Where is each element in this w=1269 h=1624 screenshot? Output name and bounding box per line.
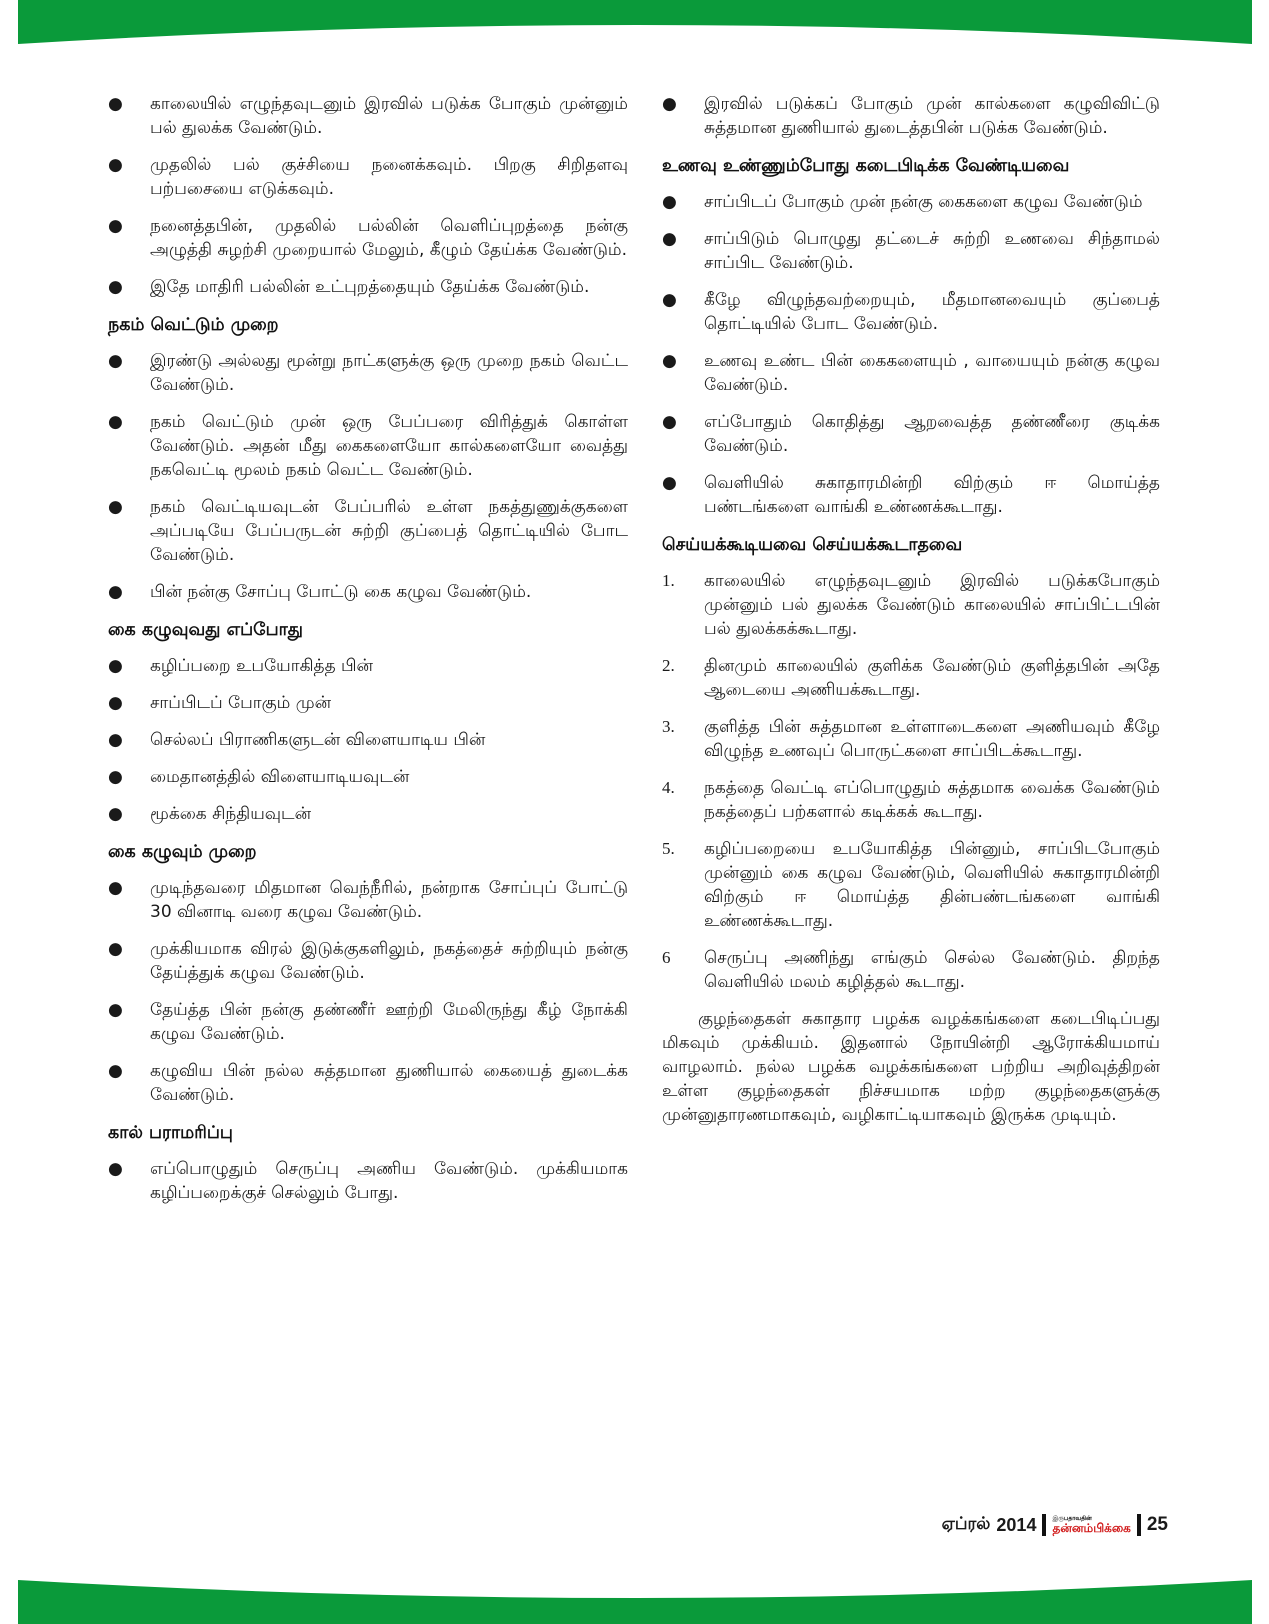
bullet-icon: ● — [108, 351, 123, 371]
bullet-icon: ● — [108, 582, 123, 602]
item-number: 1. — [662, 571, 675, 590]
bullet-icon: ● — [662, 412, 677, 432]
list-item: ● கீழே விழுந்தவற்றையும், மீதமானவையும் குப்பைத் தொட்டியில் போட வேண்டும். — [662, 290, 1160, 334]
bullet-icon: ● — [108, 94, 123, 114]
bullet-icon: ● — [108, 656, 123, 676]
list-item: ● நகம் வெட்டியவுடன் பேப்பரில் உள்ள நகத்துணுக்குகளை அப்படியே பேப்பருடன் சுற்றி குப்பைத் தொட்டியில் போட வேண்டும். — [108, 497, 628, 565]
bullet-icon: ● — [108, 155, 123, 175]
list-item: ● கழுவிய பின் நல்ல சுத்தமான துணியால் கையைத் துடைக்க வேண்டும். — [108, 1061, 628, 1105]
item-number: 2. — [662, 656, 675, 675]
bullet-icon: ● — [662, 290, 677, 310]
list-item: ● எப்போதும் கொதித்து ஆறவைத்த தண்ணீரை குடிக்க வேண்டும். — [662, 412, 1160, 456]
bullet-icon: ● — [108, 412, 123, 432]
item-number: 4. — [662, 778, 675, 797]
how-to-wash-heading: கை கழுவும் முறை — [108, 842, 257, 862]
list-item: ● இதே மாதிரி பல்லின் உட்புறத்தையும் தேய்க்க வேண்டும். — [108, 277, 590, 297]
when-to-wash-heading: கை கழுவுவது எப்போது — [108, 620, 303, 640]
list-item: ● பின் நன்கு சோப்பு போட்டு கை கழுவ வேண்டும். — [108, 582, 532, 602]
magazine-logo — [1052, 1515, 1130, 1535]
bullet-icon: ● — [108, 878, 123, 898]
list-item: ● இரண்டு அல்லது மூன்று நாட்களுக்கு ஒரு முறை நகம் வெட்ட வேண்டும். — [108, 351, 628, 395]
bullet-icon: ● — [108, 804, 123, 824]
food-habits-list — [662, 190, 1160, 519]
bullet-icon: ● — [662, 94, 677, 114]
page-number: 25 — [1146, 1514, 1168, 1535]
list-item: ● நகம் வெட்டும் முன் ஒரு பேப்பரை விரித்துக் கொள்ள வேண்டும். அதன் மீது கைகளையோ கால்களையோ வைத்து நகவெட்டி மூலம் நகம் வெட்ட வேண்டும். — [108, 412, 628, 480]
list-item: ● சாப்பிடப் போகும் முன் நன்கு கைகளை கழுவ வேண்டும் — [662, 192, 1143, 212]
list-item: 4. நகத்தை வெட்டி எப்பொழுதும் சுத்தமாக வைக்க வேண்டும் நகத்தைப் பற்களால் கடிக்கக் கூடாது. — [662, 778, 1160, 822]
when-to-wash-list — [108, 654, 628, 826]
item-number: 6 — [662, 948, 671, 967]
issue-year: 2014 — [996, 1514, 1037, 1535]
list-item: ● நனைத்தபின், முதலில் பல்லின் வெளிப்புறத்தை நன்கு அழுத்தி சுழற்சி முறையால் மேலும், கீழும் தேய்க்க வேண்டும். — [108, 216, 628, 260]
left-column — [108, 92, 628, 1218]
bullet-icon: ● — [108, 1061, 123, 1081]
list-item: ● மைதானத்தில் விளையாடியவுடன் — [108, 767, 410, 787]
list-item: ● காலையில் எழுந்தவுடனும் இரவில் படுக்க போகும் முன்னும் பல் துலக்க வேண்டும். — [108, 94, 628, 138]
top-green-band — [0, 0, 1269, 48]
list-item: 5. கழிப்பறையை உபயோகித்த பின்னும், சாப்பிடபோகும் முன்னும் கை கழுவ வேண்டும், வெளியில் சுகாதாரமின்றி விற்கும் ஈ மொய்த்த தின்பண்டங்களை வாங்கி உண்ணக்கூடாது. — [662, 839, 1160, 931]
magazine-logo-name: தன்னம்பிக்கை — [1052, 1521, 1131, 1535]
list-item: ● முக்கியமாக விரல் இடுக்குகளிலும், நகத்தைச் சுற்றியும் நன்கு தேய்த்துக் கழுவ வேண்டும். — [108, 939, 628, 983]
dos-and-donts-heading: செய்யக்கூடியவை செய்யக்கூடாதவை — [662, 535, 963, 555]
list-item: ● தேய்த்த பின் நன்கு தண்ணீர் ஊற்றி மேலிருந்து கீழ் நோக்கி கழுவ வேண்டும். — [108, 1000, 628, 1044]
how-to-wash-list — [108, 876, 628, 1107]
bullet-icon: ● — [662, 351, 677, 371]
bullet-icon: ● — [108, 939, 123, 959]
page-footer — [888, 1510, 1168, 1540]
feet-wash-list — [662, 92, 1160, 140]
list-item: ● சாப்பிடப் போகும் முன் — [108, 693, 332, 713]
footer-divider — [1137, 1514, 1141, 1536]
bullet-icon: ● — [108, 497, 123, 517]
brushing-list — [108, 92, 628, 299]
list-item: ● முடிந்தவரை மிதமான வெந்நீரில், நன்றாக சோப்புப் போட்டு 30 வினாடி வரை கழுவ வேண்டும். — [108, 878, 628, 922]
nail-cutting-list — [108, 349, 628, 604]
list-item: 3. குளித்த பின் சுத்தமான உள்ளாடைகளை அணியவும் கீழே விழுந்த உணவுப் பொருட்களை சாப்பிடக்கூடாது. — [662, 717, 1160, 761]
food-habits-heading: உணவு உண்ணும்போது கடைபிடிக்க வேண்டியவை — [662, 156, 1070, 176]
bullet-icon: ● — [108, 730, 123, 750]
nail-cutting-heading: நகம் வெட்டும் முறை — [108, 315, 279, 335]
list-item: ● மூக்கை சிந்தியவுடன் — [108, 804, 312, 824]
bullet-icon: ● — [662, 192, 677, 212]
bullet-icon: ● — [662, 473, 677, 493]
item-number: 5. — [662, 839, 675, 858]
issue-month: ஏப்ரல் — [941, 1514, 991, 1534]
list-item: ● செல்லப் பிராணிகளுடன் விளையாடிய பின் — [108, 730, 486, 750]
list-item: ● இரவில் படுக்கப் போகும் முன் கால்களை கழுவிவிட்டு சுத்தமான துணியால் துடைத்தபின் படுக்க வேண்டும். — [662, 94, 1160, 138]
list-item: ● சாப்பிடும் பொழுது தட்டைச் சுற்றி உணவை சிந்தாமல் சாப்பிட வேண்டும். — [662, 229, 1160, 273]
list-item: 1. காலையில் எழுந்தவுடனும் இரவில் படுக்கபோகும் முன்னும் பல் துலக்க வேண்டும் காலையில் சாப்பிட்டபின் பல் துலக்கக்கூடாது. — [662, 571, 1160, 639]
foot-care-heading: கால் பராமரிப்பு — [108, 1123, 233, 1143]
bullet-icon: ● — [662, 229, 677, 249]
list-item: ● முதலில் பல் குச்சியை நனைக்கவும். பிறகு சிறிதளவு பற்பசையை எடுக்கவும். — [108, 155, 628, 199]
list-item: ● எப்பொழுதும் செருப்பு அணிய வேண்டும். முக்கியமாக கழிப்பறைக்குச் செல்லும் போது. — [108, 1159, 628, 1203]
bullet-icon: ● — [108, 1000, 123, 1020]
magazine-logo-small: இருபதாவதின் — [1052, 1515, 1092, 1522]
bullet-icon: ● — [108, 277, 123, 297]
bottom-green-band — [0, 1576, 1269, 1624]
item-number: 3. — [662, 717, 675, 736]
closing-paragraph: குழந்தைகள் சுகாதார பழக்க வழக்கங்களை கடைபிடிப்பது மிகவும் முக்கியம். இதனால் நோயின்றி ஆரோக்கியமாய் வாழலாம். நல்ல பழக்க வழக்கங்களை பற்றிய அறிவுத்திறன் உள்ள குழந்தைகள் நிச்சயமாக மற்ற குழந்தைகளுக்கு முன்னுதாரணமாகவும், வழிகாட்டியாகவும் இருக்க முடியும். — [662, 1009, 1160, 1125]
list-item: 6 செருப்பு அணிந்து எங்கும் செல்ல வேண்டும். திறந்த வெளியில் மலம் கழித்தல் கூடாது. — [662, 948, 1160, 992]
list-item: ● கழிப்பறை உபயோகித்த பின் — [108, 656, 374, 676]
dos-and-donts-list — [662, 569, 1160, 994]
bullet-icon: ● — [108, 1159, 123, 1179]
footer-divider — [1042, 1514, 1046, 1536]
right-column — [662, 92, 1160, 1127]
bullet-icon: ● — [108, 216, 123, 236]
bullet-icon: ● — [108, 693, 123, 713]
foot-care-list — [108, 1157, 628, 1205]
list-item: ● வெளியில் சுகாதாரமின்றி விற்கும் ஈ மொய்த்த பண்டங்களை வாங்கி உண்ணக்கூடாது. — [662, 473, 1160, 517]
list-item: ● உணவு உண்ட பின் கைகளையும் , வாயையும் நன்கு கழுவ வேண்டும். — [662, 351, 1160, 395]
list-item: 2. தினமும் காலையில் குளிக்க வேண்டும் குளித்தபின் அதே ஆடையை அணியக்கூடாது. — [662, 656, 1160, 700]
bullet-icon: ● — [108, 767, 123, 787]
